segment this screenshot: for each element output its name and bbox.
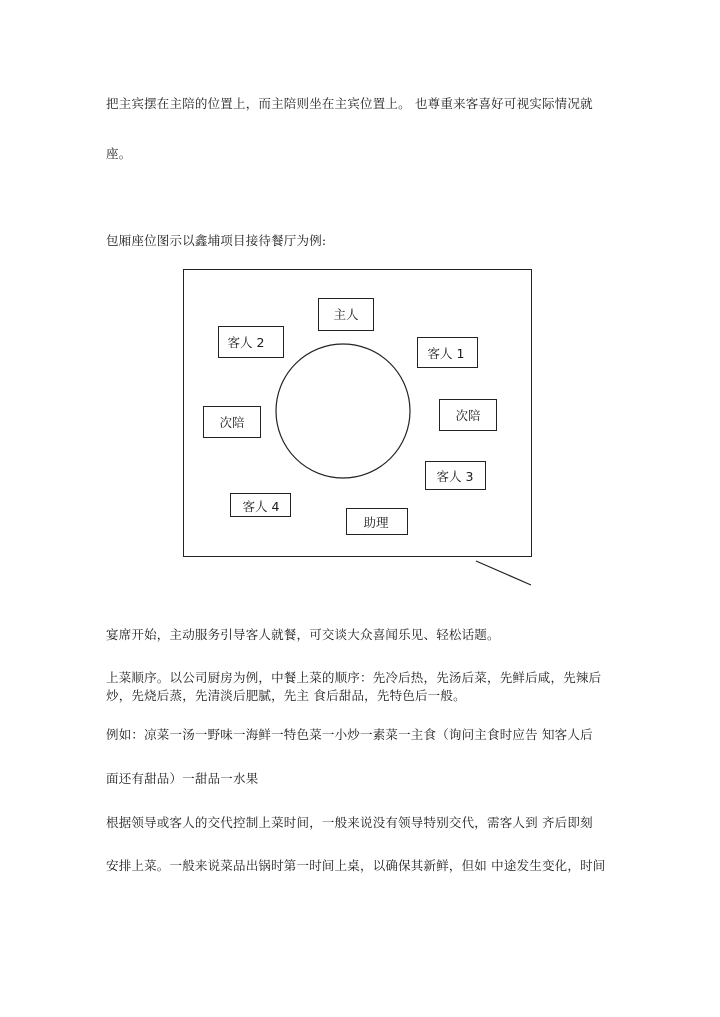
seat-assistant-label: 助理 bbox=[363, 515, 389, 530]
paragraph-order-line-2: 炒，先烧后蒸，先清淡后肥腻，先主 食后甜品，先特色后一般。 bbox=[106, 688, 466, 703]
seat-guest-4 bbox=[231, 494, 291, 517]
text-line-2: 座。 bbox=[106, 146, 132, 161]
seat-companion-right-label: 次陪 bbox=[455, 408, 481, 423]
seat-guest-3 bbox=[426, 462, 486, 490]
seat-guest-3-label: 客人 3 bbox=[436, 469, 474, 484]
seat-companion-left bbox=[204, 407, 261, 438]
door-line bbox=[476, 561, 531, 585]
seat-guest-1 bbox=[418, 338, 478, 368]
seat-guest-1-label: 客人 1 bbox=[427, 346, 465, 361]
seat-companion-right bbox=[440, 400, 497, 431]
seat-host bbox=[319, 299, 374, 331]
round-table bbox=[276, 344, 410, 478]
paragraph-timing-line-2: 安排上菜。一般来说菜品出锅时第一时间上桌，以确保其新鲜，但如 中途发生变化，时间 bbox=[106, 858, 606, 873]
paragraph-example-line-2: 面还有甜品）一甜品一水果 bbox=[106, 771, 259, 786]
seat-guest-4-label: 客人 4 bbox=[242, 499, 280, 514]
seat-companion-left-label: 次陪 bbox=[219, 415, 245, 430]
paragraph-timing-line-1: 根据领导或客人的交代控制上菜时间，一般来说没有领导特别交代，需客人到 齐后即刻 bbox=[106, 815, 593, 830]
paragraph-order-line-1: 上菜顺序。以公司厨房为例，中餐上菜的顺序：先冷后热，先汤后菜，先鲜后咸，先辣后 bbox=[106, 670, 602, 685]
seat-host-label: 主人 bbox=[333, 307, 359, 322]
paragraph-example-line-1: 例如：凉菜一汤一野味一海鲜一特色菜一小炒一素菜一主食（询问主食时应告 知客人后 bbox=[106, 727, 593, 742]
seat-guest-2 bbox=[219, 327, 284, 358]
seat-assistant bbox=[347, 509, 408, 535]
seat-guest-2-label: 客人 2 bbox=[227, 335, 265, 350]
diagram-caption: 包厢座位图示以鑫埔项目接待餐厅为例: bbox=[106, 233, 327, 248]
paragraph-banquet: 宴席开始，主动服务引导客人就餐，可交谈大众喜闻乐见、轻松话题。 bbox=[106, 627, 500, 642]
text-line-1: 把主宾摆在主陪的位置上，而主陪则坐在主宾位置上。 也尊重来客喜好可视实际情况就 bbox=[106, 96, 593, 111]
